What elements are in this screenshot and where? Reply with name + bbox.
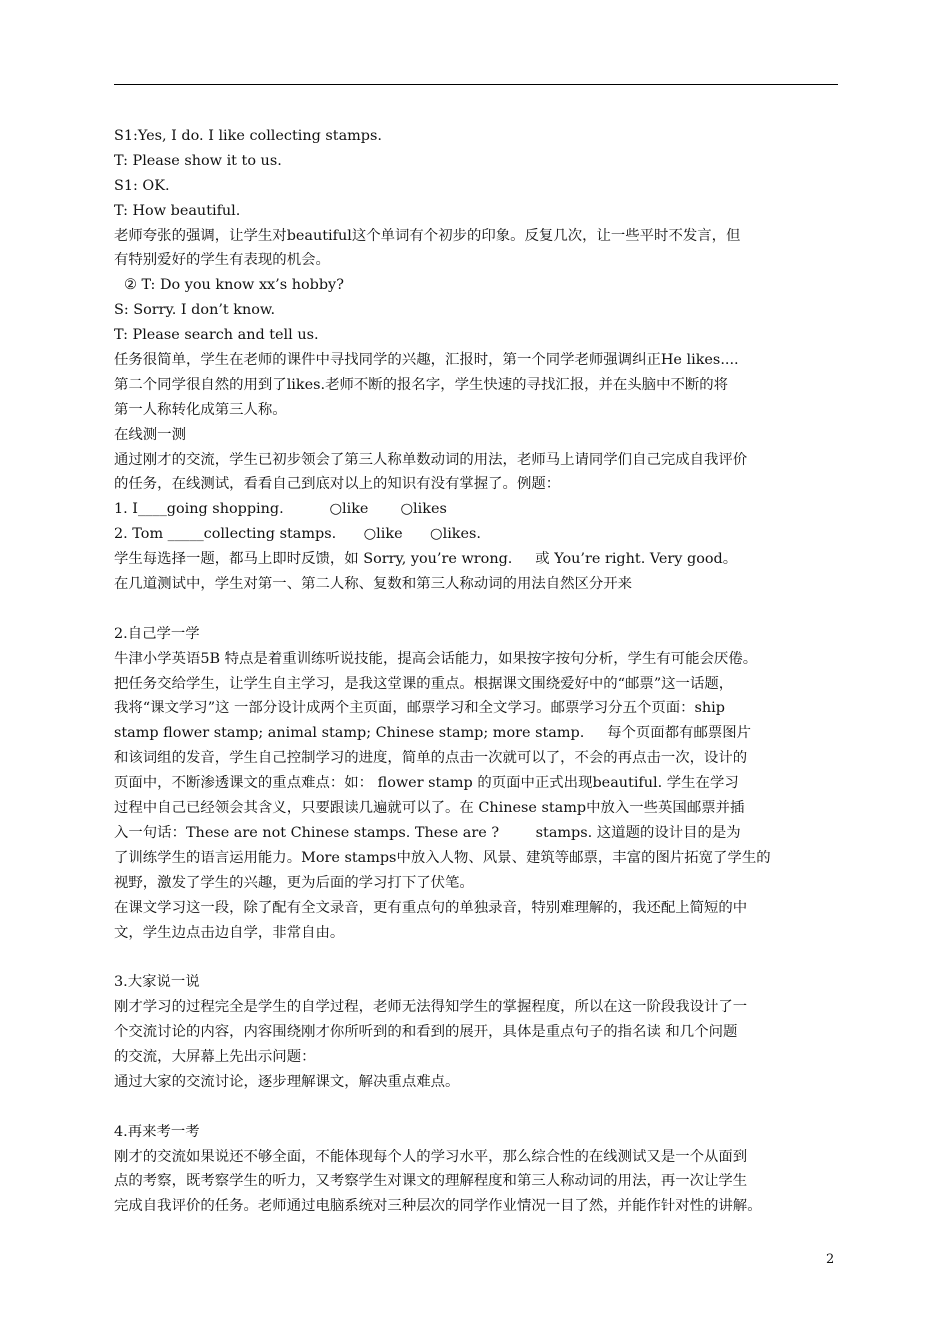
text-line: 刚才的交流如果说还不够全面，不能体现每个人的学习水平，那么综合性的在线测试又是一个从面到	[114, 1148, 748, 1165]
text-line: 个交流讨论的内容，内容围绕刚才你所听到的和看到的展开，具体是重点句子的指名读 和几个问题	[114, 1024, 738, 1041]
text-line: 在课文学习这一段，除了配有全文录音，更有重点句的单独录音，特别难理解的，我还配上简短的中	[114, 899, 748, 916]
text-line: ② T: Do you know xx’s hobby?	[124, 277, 344, 294]
text-line: 点的考察，既考察学生的听力，又考察学生对课文的理解程度和第三人称动词的用法，再一次让学生	[114, 1173, 748, 1190]
text-line: 2. Tom _____collecting stamps. ○like ○likes.	[114, 526, 482, 543]
page-number: 2	[826, 1252, 835, 1267]
blank-line	[114, 597, 844, 622]
text-line: S1:Yes, I do. I like collecting stamps.	[114, 128, 382, 144]
text-line: 通过大家的交流讨论，逐步理解课文，解决重点难点。	[114, 1073, 460, 1090]
text-line: 入一句话：These are not Chinese stamps. These are ? stamps. 这道题的设计目的是为	[114, 824, 741, 841]
text-line: 老师夸张的强调，让学生对beautiful这个单词有个初步的印象。反复几次，让一些平时不发言，但	[114, 227, 741, 244]
text-line: 我将“课文学习”这 一部分设计成两个主页面，邮票学习和全文学习。邮票学习分五个页面：ship	[114, 700, 725, 717]
text-line: 第一人称转化成第三人称。	[114, 401, 287, 418]
text-line: 3.大家说一说	[114, 974, 200, 991]
text-line: 有特别爱好的学生有表现的机会。	[114, 252, 330, 269]
text-line: 2.自己学一学	[114, 625, 200, 642]
text-line: 完成自我评价的任务。老师通过电脑系统对三种层次的同学作业情况一目了然，并能作针对性的讲解。	[114, 1198, 762, 1215]
text-line: 页面中，不断渗透课文的重点难点：如： flower stamp 的页面中正式出现beautiful. 学生在学习	[114, 775, 739, 792]
text-line: 的任务，在线测试，看看自己到底对以上的知识有没有掌握了。例题：	[114, 476, 561, 493]
text-line: 把任务交给学生，让学生自主学习，是我这堂课的重点。根据课文围绕爱好中的“邮票”这一话题，	[114, 675, 734, 692]
text-line: T: Please search and tell us.	[114, 327, 319, 344]
text-line: 任务很简单，学生在老师的课件中寻找同学的兴趣，汇报时，第一个同学老师强调纠正He likes....	[114, 352, 739, 369]
text-line: T: How beautiful.	[114, 202, 241, 219]
document-body	[114, 124, 844, 1219]
text-line: 刚才学习的过程完全是学生的自学过程，老师无法得知学生的掌握程度，所以在这一阶段我设计了一	[114, 999, 748, 1016]
text-line: 文，学生边点击边自学，非常自由。	[114, 924, 345, 941]
text-line: 在几道测试中，学生对第一、第二人称、复数和第三人称动词的用法自然区分开来	[114, 576, 633, 593]
text-line: 和该词组的发音，学生自己控制学习的进度，简单的点击一次就可以了，不会的再点击一次，设计的	[114, 750, 748, 767]
text-line: 牛津小学英语5B 特点是着重训练听说技能，提高会话能力，如果按字按句分析，学生有可能会厌倦。	[114, 650, 758, 667]
text-line: 1. I____going shopping. ○like ○likes	[114, 501, 447, 518]
text-line: 视野，激发了学生的兴趣，更为后面的学习打下了伏笔。	[114, 874, 474, 891]
text-line: 过程中自己已经领会其含义，只要跟读几遍就可以了。在 Chinese stamp中放入一些英国邮票并插	[114, 800, 745, 817]
text-line: S1: OK.	[114, 177, 170, 194]
text-line: 学生每选择一题，都马上即时反馈，如 Sorry, you’re wrong. 或 You’re right. Very good。	[114, 551, 738, 568]
text-line: 4.再来考一考	[114, 1123, 200, 1140]
text-line: S: Sorry. I don’t know.	[114, 302, 276, 319]
header-rule	[114, 84, 838, 85]
text-line: stamp flower stamp; animal stamp; Chinese stamp; more stamp. 每个页面都有邮票图片	[114, 725, 752, 742]
text-line: 的交流，大屏幕上先出示问题：	[114, 1048, 316, 1065]
blank-line	[114, 945, 844, 970]
text-line: 在线测一测	[114, 426, 186, 443]
text-line: 第二个同学很自然的用到了likes.老师不断的报名字，学生快速的寻找汇报，并在头脑中不断的将	[114, 376, 729, 393]
blank-line	[114, 1095, 844, 1120]
text-line: 了训练学生的语言运用能力。More stamps中放入人物、风景、建筑等邮票，丰富的图片拓宽了学生的	[114, 849, 771, 866]
text-line: T: Please show it to us.	[114, 152, 282, 169]
text-line: 通过刚才的交流，学生已初步领会了第三人称单数动词的用法，老师马上请同学们自己完成自我评价	[114, 451, 748, 468]
